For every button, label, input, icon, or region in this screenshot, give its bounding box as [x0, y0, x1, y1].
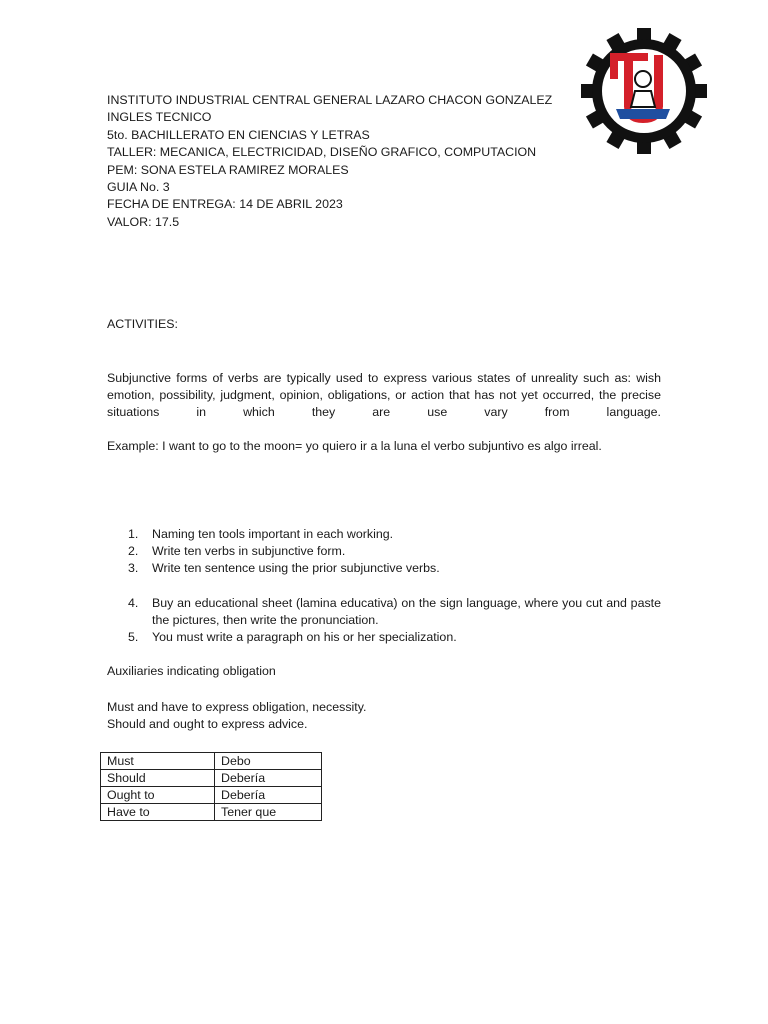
institution-name: INSTITUTO INDUSTRIAL CENTRAL GENERAL LAZARO CHACON GONZALEZ — [107, 93, 553, 107]
school-gear-emblem-icon — [580, 27, 708, 155]
list-item-text: Buy an educational sheet (lamina educativa) on the sign language, where you cut and paste the pictures, then write the pronunciation. — [152, 596, 661, 628]
teacher-name: PEM: SONA ESTELA RAMIREZ MORALES — [107, 162, 349, 177]
table-row — [101, 753, 322, 770]
table-cell-spanish: Debería — [215, 770, 322, 787]
task-list — [107, 526, 661, 647]
table-cell-spanish: Debo — [215, 753, 322, 770]
auxiliaries-heading: Auxiliaries indicating obligation — [107, 664, 276, 678]
table-row — [101, 804, 322, 821]
list-item-text: Write ten sentence using the prior subjunctive verbs. — [152, 561, 440, 576]
auxiliaries-table — [100, 752, 322, 821]
table-cell-spanish: Tener que — [215, 804, 322, 821]
list-item-text: Write ten verbs in subjunctive form. — [152, 544, 346, 559]
list-item — [107, 595, 661, 629]
list-item — [107, 629, 661, 646]
grade-level: 5to. BACHILLERATO EN CIENCIAS Y LETRAS — [107, 127, 370, 142]
due-date: FECHA DE ENTREGA: 14 DE ABRIL 2023 — [107, 197, 343, 212]
table-cell-english: Ought to — [101, 787, 215, 804]
auxiliaries-note: Must and have to express obligation, necessity. — [107, 700, 367, 714]
table-cell-english: Must — [101, 753, 215, 770]
guide-number: GUIA No. 3 — [107, 179, 170, 194]
list-item — [107, 543, 661, 560]
table-row — [101, 787, 322, 804]
list-item-number: 3. — [128, 561, 139, 576]
list-item-number: 2. — [128, 544, 139, 559]
table-row — [101, 770, 322, 787]
table-cell-spanish: Debería — [215, 787, 322, 804]
list-item-number: 5. — [128, 630, 139, 645]
intro-paragraph: Subjunctive forms of verbs are typically used to express various states of unreality such as: wish emotion, possibility, judgment, opinion, obligations, or action that has not yet occurred, the precise situations in which they are use vary from language. — [107, 371, 661, 419]
list-item-number: 1. — [128, 527, 139, 541]
list-item-number: 4. — [128, 596, 139, 610]
list-item-text: You must write a paragraph on his or her specialization. — [152, 630, 457, 645]
example-sentence: Example: I want to go to the moon= yo quiero ir a la luna el verbo subjuntivo es algo irreal. — [107, 439, 602, 453]
table-cell-english: Should — [101, 770, 215, 787]
activities-heading: ACTIVITIES: — [107, 317, 178, 331]
table-cell-english: Have to — [101, 804, 215, 821]
auxiliaries-notes — [107, 699, 366, 734]
document-header — [107, 92, 552, 231]
list-item-text: Naming ten tools important in each working. — [152, 527, 394, 541]
workshop-line: TALLER: MECANICA, ELECTRICIDAD, DISEÑO GRAFICO, COMPUTACION — [107, 145, 537, 160]
list-item — [107, 526, 661, 543]
value-line: VALOR: 17.5 — [107, 214, 180, 229]
course-name: INGLES TECNICO — [107, 110, 212, 125]
auxiliaries-note: Should and ought to express advice. — [107, 717, 308, 732]
list-item — [107, 560, 661, 577]
